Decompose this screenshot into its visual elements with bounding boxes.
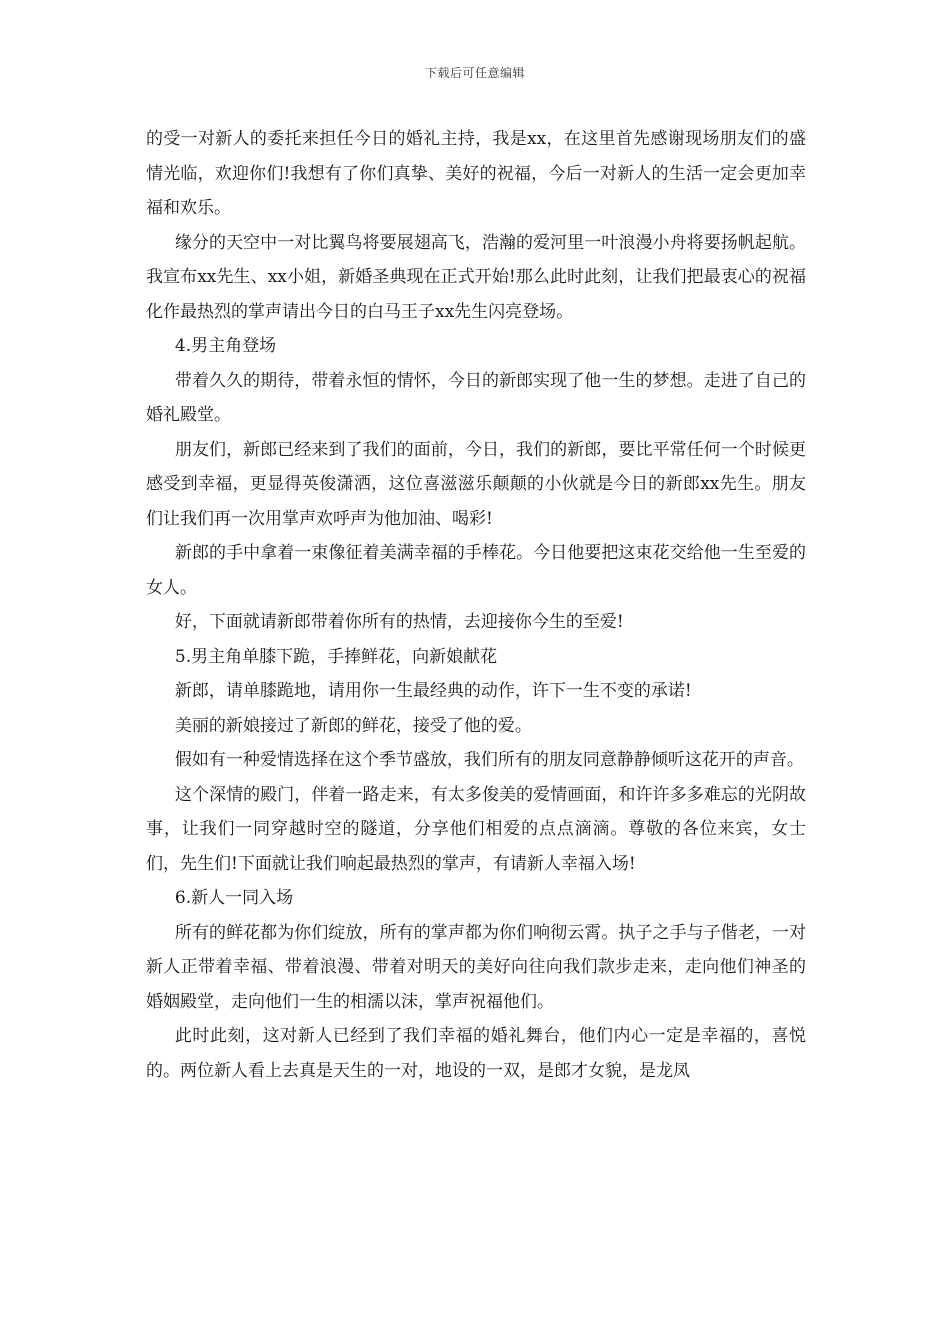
paragraph: 新郎的手中拿着一束像征着美满幸福的手棒花。今日他要把这束花交给他一生至爱的女人。	[146, 543, 806, 598]
section-heading: 4.男主角登场	[174, 336, 277, 356]
section-heading: 5.男主角单膝下跪，手捧鲜花，向新娘献花	[174, 646, 498, 667]
paragraph: 好，下面就请新郎带着你所有的热情，去迎接你今生的至爱!	[174, 612, 624, 632]
page-header: 下载后可任意编辑	[424, 66, 525, 80]
paragraph: 朋友们，新郎已经来到了我们的面前，今日，我们的新郎，要比平常任何一个时候更感受到幸福，更显得英俊潇洒，这位喜滋滋乐颠颠的小伙就是今日的新郎xx先生。朋友们让我们再一次用掌声欢呼声为他加油、喝彩!	[146, 439, 806, 529]
paragraph: 新郎，请单膝跪地，请用你一生最经典的动作，许下一生不变的承诺!	[174, 681, 692, 701]
paragraph: 缘分的天空中一对比翼鸟将要展翅高飞，浩瀚的爱河里一叶浪漫小舟将要扬帆起航。我宣布xx先生、xx小姐，新婚圣典现在正式开始!那么此时此刻，让我们把最衷心的祝福化作最热烈的掌声请出今日的白马王子xx先生闪亮登场。	[146, 232, 806, 322]
paragraph: 带着久久的期待，带着永恒的情怀，今日的新郎实现了他一生的梦想。走进了自己的婚礼殿堂。	[146, 370, 806, 425]
paragraph: 这个深情的殿门，伴着一路走来，有太多俊美的爱情画面，和许许多多难忘的光阴故事，让我们一同穿越时空的隧道，分享他们相爱的点点滴滴。尊敬的各位来宾，女士们，先生们!下面就让我们响起最热烈的掌声，有请新人幸福入场!	[146, 784, 806, 874]
paragraph: 的受一对新人的委托来担任今日的婚礼主持，我是xx，在这里首先感谢现场朋友们的盛情光临，欢迎你们!我想有了你们真挚、美好的祝福，今后一对新人的生活一定会更加幸福和欢乐。	[146, 129, 806, 218]
paragraph: 此时此刻，这对新人已经到了我们幸福的婚礼舞台，他们内心一定是幸福的，喜悦的。两位新人看上去真是天生的一对，地设的一双，是郎才女貌，是龙凤	[146, 1026, 806, 1081]
paragraph: 美丽的新娘接过了新郎的鲜花，接受了他的爱。	[174, 715, 532, 736]
paragraph: 假如有一种爱情选择在这个季节盛放，我们所有的朋友同意静静倾听这花开的声音。	[174, 750, 804, 770]
document-body	[146, 122, 806, 1088]
section-heading: 6.新人一同入场	[174, 888, 294, 908]
paragraph: 所有的鲜花都为你们绽放，所有的掌声都为你们响彻云霄。执子之手与子偕老，一对新人正带着幸福、带着浪漫、带着对明天的美好向往向我们款步走来，走向他们神圣的婚姻殿堂，走向他们一生的相濡以沫，掌声祝福他们。	[146, 922, 806, 1012]
